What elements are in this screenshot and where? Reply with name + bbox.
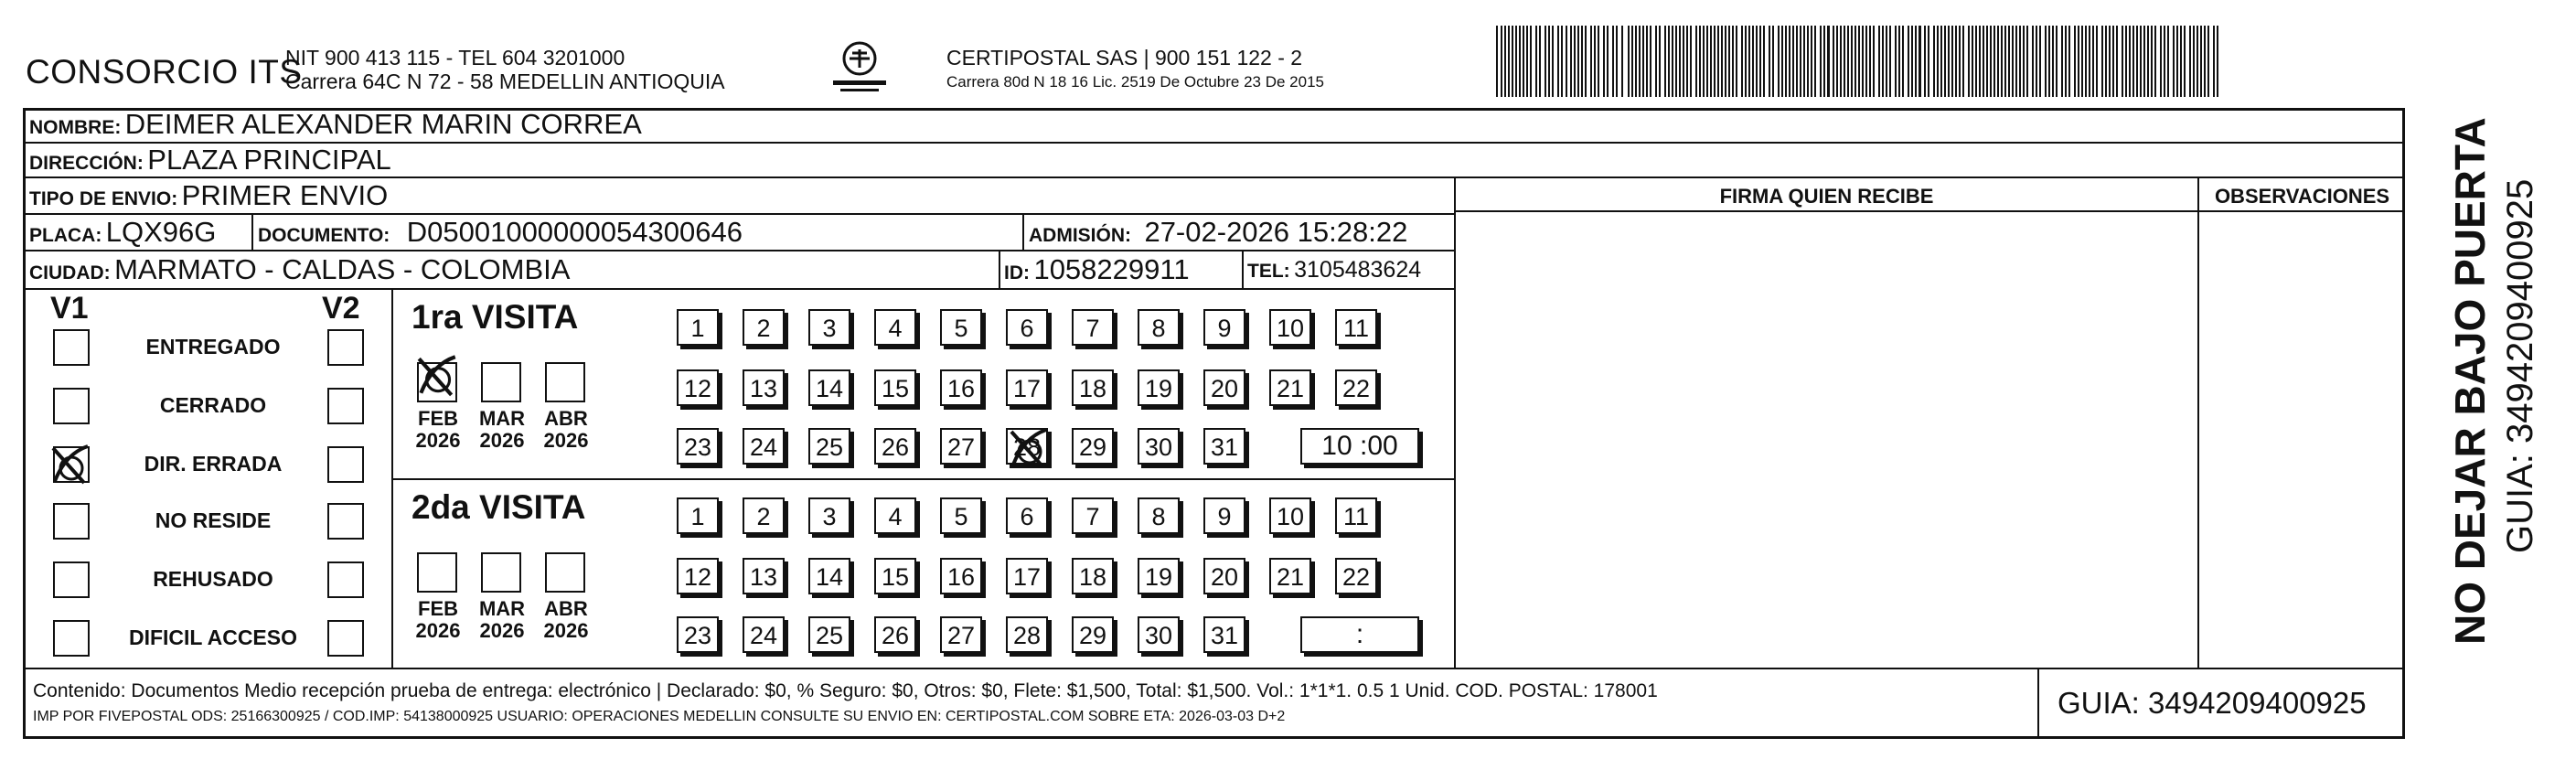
firma-header: FIRMA QUIEN RECIBE [1719,185,1934,208]
visit1-day-7[interactable]: 7 [1072,309,1114,346]
visit1-day-17[interactable]: 17 [1006,369,1048,406]
visit1-day-13[interactable]: 13 [743,369,785,406]
tel-label: TEL: [1247,261,1290,282]
divider [391,288,393,668]
nombre-label: NOMBRE: [29,117,122,138]
visit1-month-year: 2026 [415,429,461,452]
visit2-day-3[interactable]: 3 [808,497,850,534]
visit1-day-16[interactable]: 16 [940,369,982,406]
divider [23,250,1454,251]
visit2-title: 2da VISITA [412,488,586,526]
visit1-day-6[interactable]: 6 [1006,309,1048,346]
visit1-day-10[interactable]: 10 [1269,309,1311,346]
visit1-day-30[interactable]: 30 [1138,428,1180,465]
visit2-month-year: 2026 [479,619,525,642]
visit2-day-21[interactable]: 21 [1269,558,1311,594]
visit1-month-name: FEB [418,407,458,430]
visit1-day-23[interactable]: 23 [677,428,719,465]
v1-header: V1 [50,291,89,326]
v2-checkbox-cerrado[interactable] [327,388,364,424]
documento-cell [258,216,743,249]
v2-checkbox-dificil-acceso[interactable] [327,620,364,657]
divider [251,213,253,250]
visit1-month-label-mar [470,408,534,452]
admision-value: 27-02-2026 15:28:22 [1144,216,1408,248]
visit2-month-label-mar [470,598,534,642]
visit2-month-box-mar[interactable] [481,552,521,593]
visit2-day-13[interactable]: 13 [743,558,785,594]
direccion-value: PLAZA PRINCIPAL [147,144,391,176]
certipostal-address-line: Carrera 80d N 18 16 Lic. 2519 De Octubre 23 De 2015 [946,73,1324,91]
barcode-icon [1496,26,2222,97]
visit2-day-25[interactable]: 25 [808,616,850,653]
footer-content-line: Contenido: Documentos Medio recepción prueba de entrega: electrónico | Declarado: $0, % Seguro: $0, Otros: $0, Flete: $1,500, Total: $1,500. Vol.: 1*1*1. 0.5 1 Unid. COD. POSTAL: 178001 [33,680,1658,701]
visit2-day-5[interactable]: 5 [940,497,982,534]
visit2-day-24[interactable]: 24 [743,616,785,653]
divider [1242,250,1244,288]
visit1-month-label-feb [406,408,470,452]
ciudad-cell [29,253,570,286]
divider [1454,210,2405,212]
visit2-month-box-feb[interactable] [417,552,457,593]
divider [391,478,1454,480]
direccion-label: DIRECCIÓN: [29,153,144,174]
tel-cell [1247,257,1421,283]
visit1-month-box-feb[interactable] [417,362,457,402]
company-name: CONSORCIO ITS [26,53,303,91]
divider [999,250,1000,288]
ciudad-value: MARMATO - CALDAS - COLOMBIA [114,253,571,285]
nombre-value: DEIMER ALEXANDER MARIN CORREA [124,108,642,140]
id-label: ID: [1004,262,1030,283]
certipostal-line: CERTIPOSTAL SAS | 900 151 122 - 2 [946,46,1303,70]
nombre-row [29,108,642,141]
visit2-day-10[interactable]: 10 [1269,497,1311,534]
v1-checkbox-cerrado[interactable] [53,388,90,424]
visit2-month-name: ABR [544,597,588,620]
v2-checkbox-rehusado[interactable] [327,561,364,598]
placa-cell [29,216,216,249]
ciudad-label: CIUDAD: [29,262,111,283]
tipo-label: TIPO DE ENVIO: [29,188,178,209]
visit1-title: 1ra VISITA [412,298,579,336]
visit1-day-1[interactable]: 1 [677,309,719,346]
status-label-dir-errada: DIR. ERRADA [144,452,283,476]
visit2-month-name: FEB [418,597,458,620]
placa-value: LQX96G [105,216,217,248]
visit1-month-box-abr[interactable] [545,362,585,402]
visit1-day-26[interactable]: 26 [874,428,916,465]
visit2-day-7[interactable]: 7 [1072,497,1114,534]
visit2-day-9[interactable]: 9 [1203,497,1245,534]
documento-label: DOCUMENTO: [258,225,390,246]
visit1-day-15[interactable]: 15 [874,369,916,406]
status-label-dificil-acceso: DIFICIL ACCESO [128,626,297,649]
direccion-row [29,144,391,176]
visit2-day-20[interactable]: 20 [1203,558,1245,594]
visit2-day-14[interactable]: 14 [808,558,850,594]
visit1-day-27[interactable]: 27 [940,428,982,465]
id-cell [1004,253,1190,286]
divider [1454,176,1456,668]
observaciones-header: OBSERVACIONES [2214,185,2390,208]
visit2-month-year: 2026 [415,619,461,642]
visit2-month-name: MAR [478,597,526,620]
v1-checkbox-entregado[interactable] [53,329,90,366]
visit2-day-27[interactable]: 27 [940,616,982,653]
visit2-day-22[interactable]: 22 [1335,558,1377,594]
visit1-day-5[interactable]: 5 [940,309,982,346]
visit1-time-box[interactable]: 10 :00 [1300,428,1419,465]
status-label-cerrado: CERRADO [159,393,267,417]
visit1-day-19[interactable]: 19 [1138,369,1180,406]
visit1-day-8[interactable]: 8 [1138,309,1180,346]
visit2-day-8[interactable]: 8 [1138,497,1180,534]
visit1-day-22[interactable]: 22 [1335,369,1377,406]
visit2-day-4[interactable]: 4 [874,497,916,534]
v2-checkbox-no-reside[interactable] [327,503,364,540]
v1-checkbox-no-reside[interactable] [53,503,90,540]
visit1-day-2[interactable]: 2 [743,309,785,346]
divider [2197,176,2199,668]
visit2-month-label-feb [406,598,470,642]
status-label-rehusado: REHUSADO [153,567,273,591]
company-address-line: Carrera 64C N 72 - 58 MEDELLIN ANTIOQUIA [285,70,725,93]
divider [23,288,1454,290]
visit1-day-9[interactable]: 9 [1203,309,1245,346]
tipo-value: PRIMER ENVIO [181,179,389,211]
visit1-month-name: ABR [544,407,588,430]
visit1-month-label-abr [534,408,598,452]
visit1-day-28[interactable]: 28 [1006,428,1048,465]
v2-checkbox-dir-errada[interactable] [327,446,364,483]
visit2-day-15[interactable]: 15 [874,558,916,594]
tipo-row [29,179,388,212]
visit2-day-30[interactable]: 30 [1138,616,1180,653]
visit1-day-14[interactable]: 14 [808,369,850,406]
divider [23,176,2405,178]
visit2-day-19[interactable]: 19 [1138,558,1180,594]
visit2-day-6[interactable]: 6 [1006,497,1048,534]
visit2-day-31[interactable]: 31 [1203,616,1245,653]
v1-checkbox-dir-errada[interactable] [53,446,90,483]
visit2-day-16[interactable]: 16 [940,558,982,594]
vertical-guia-text: GUIA: 3494209400925 [2500,178,2540,553]
visit1-day-18[interactable]: 18 [1072,369,1114,406]
visit2-month-box-abr[interactable] [545,552,585,593]
visit2-month-year: 2026 [543,619,589,642]
visit1-month-box-mar[interactable] [481,362,521,402]
divider [2037,668,2039,739]
visit1-day-25[interactable]: 25 [808,428,850,465]
visit2-day-2[interactable]: 2 [743,497,785,534]
status-label-no-reside: NO RESIDE [155,508,272,532]
visit1-day-20[interactable]: 20 [1203,369,1245,406]
certipostal-logo-icon [828,38,892,97]
company-nit-line: NIT 900 413 115 - TEL 604 3201000 [285,46,625,70]
visit2-day-1[interactable]: 1 [677,497,719,534]
visit2-month-label-abr [534,598,598,642]
visit2-time-box[interactable]: : [1300,616,1419,653]
visit2-day-12[interactable]: 12 [677,558,719,594]
no-dejar-bajo-puerta-text: NO DEJAR BAJO PUERTA [2446,117,2494,645]
visit2-day-23[interactable]: 23 [677,616,719,653]
admision-label: ADMISIÓN: [1029,225,1131,246]
visit1-day-3[interactable]: 3 [808,309,850,346]
visit2-day-26[interactable]: 26 [874,616,916,653]
visit1-day-21[interactable]: 21 [1269,369,1311,406]
divider [23,668,2405,669]
v2-header: V2 [322,291,360,326]
visit1-month-year: 2026 [543,429,589,452]
visit1-month-year: 2026 [479,429,525,452]
visit2-day-11[interactable]: 11 [1335,497,1377,534]
visit1-day-11[interactable]: 11 [1335,309,1377,346]
visit1-day-31[interactable]: 31 [1203,428,1245,465]
visit1-month-name: MAR [478,407,526,430]
visit2-day-29[interactable]: 29 [1072,616,1114,653]
documento-value: D05001000000054300646 [406,216,743,248]
visit2-day-18[interactable]: 18 [1072,558,1114,594]
divider [1022,213,1024,250]
visit2-day-17[interactable]: 17 [1006,558,1048,594]
id-value: 1058229911 [1033,253,1190,285]
status-label-entregado: ENTREGADO [145,335,281,358]
tel-value: 3105483624 [1294,257,1422,283]
v1-checkbox-rehusado[interactable] [53,561,90,598]
footer-print-line: IMP POR FIVEPOSTAL ODS: 25166300925 / COD.IMP: 54138000925 USUARIO: OPERACIONES MEDELLIN CONSULTE SU ENVIO EN: CERTIPOSTAL.COM SOBRE ETA: 2026-03-03 D+2 [33,709,1286,724]
visit1-day-24[interactable]: 24 [743,428,785,465]
visit2-day-28[interactable]: 28 [1006,616,1048,653]
v2-checkbox-entregado[interactable] [327,329,364,366]
visit1-day-29[interactable]: 29 [1072,428,1114,465]
guia-number: GUIA: 3494209400925 [2058,686,2367,720]
v1-checkbox-dificil-acceso[interactable] [53,620,90,657]
placa-label: PLACA: [29,225,102,246]
visit1-day-12[interactable]: 12 [677,369,719,406]
divider [23,213,1454,215]
visit1-day-4[interactable]: 4 [874,309,916,346]
admision-cell [1029,216,1407,249]
